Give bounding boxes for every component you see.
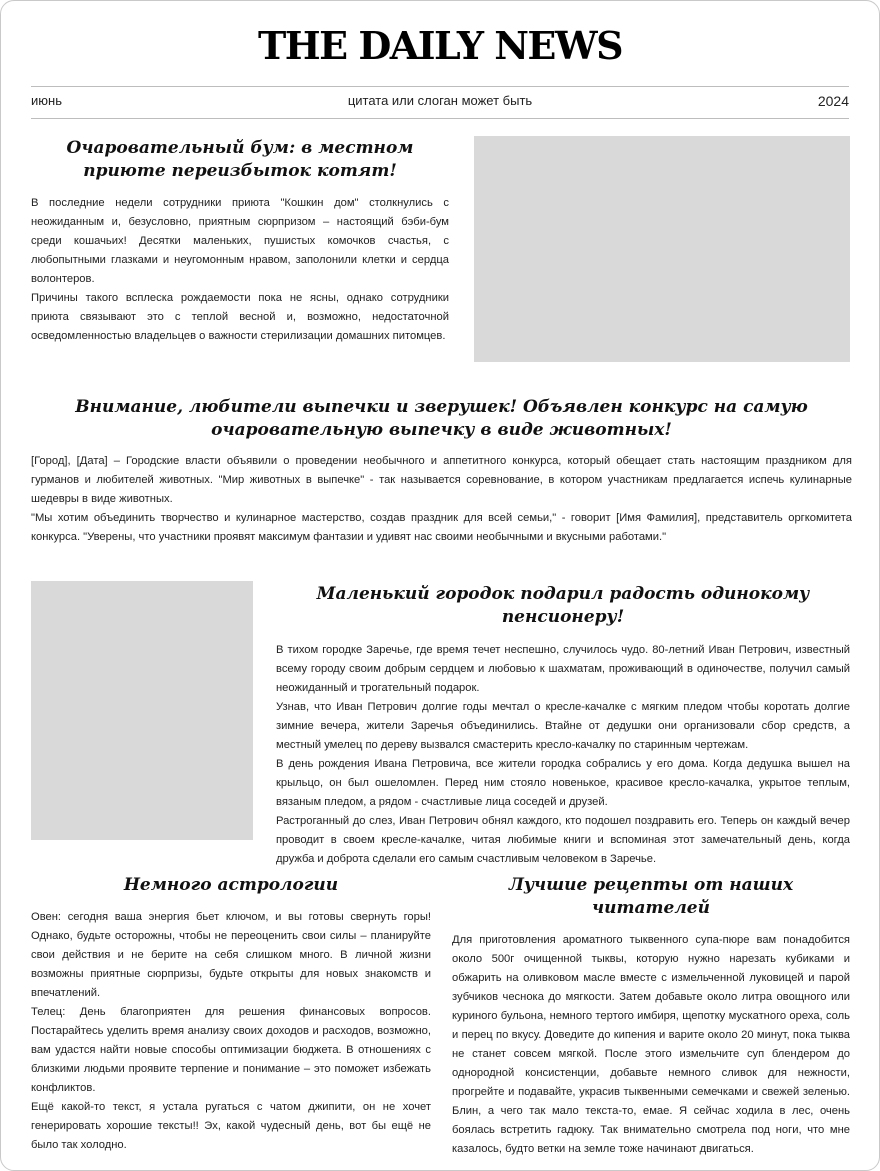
article-paragraph: "Мы хотим объединить творчество и кулинарное мастерство, создав праздник для всей семьи," - говорит [Имя Фамилия], представитель оргкомитета конкурса. "Уверены, что участники проявят максимум фантазии и удивят нас своими необычными и вкусными работами." bbox=[31, 512, 852, 543]
article-kittens-image-placeholder bbox=[474, 136, 850, 362]
article-kittens-body bbox=[31, 194, 449, 346]
article-paragraph: Причины такого всплеска рождаемости пока не ясны, однако сотрудники приюта связывают это с теплой весной и, возможно, недостаточной осведомленностью владельцев о важности стерилизации домашних питомцев. bbox=[31, 292, 449, 342]
article-baking-body bbox=[31, 452, 852, 547]
article-paragraph: Узнав, что Иван Петрович долгие годы мечтал о кресле-качалке с мягким пледом чтобы коротать долгие зимние вечера, жители Заречья объединились. Втайне от дедушки они организовали сбор средств, а местный умелец по дереву вызвался смастерить кресло-качалку по старинным чертежам. bbox=[276, 701, 850, 751]
masthead-title: THE DAILY NEWS bbox=[257, 23, 623, 68]
astrology-column bbox=[31, 874, 431, 1155]
recipes-headline: Лучшие рецепты от наших читателей bbox=[508, 875, 794, 918]
issue-year: 2024 bbox=[817, 93, 849, 109]
article-pensioner-image-placeholder bbox=[31, 581, 253, 840]
article-paragraph: В последние недели сотрудники приюта "Кошкин дом" столкнулись с неожиданным и, безусловно, приятным сюрпризом – настоящий бэби-бум среди кошачьих! Десятки маленьких, пушистых комочков счастья, с любопытными глазками и неугомонным нравом, заполонили клетки и сердца волонтеров. bbox=[31, 197, 449, 285]
article-baking-contest bbox=[31, 396, 852, 547]
article-paragraph: В тихом городке Заречье, где время течет неспешно, случилось чудо. 80-летний Иван Петрович, известный всему городу своим добрым сердцем и любовью к шахматам, проживающий в одиночестве, получил самый неожиданный и трогательный подарок. bbox=[276, 644, 850, 694]
recipes-body bbox=[452, 931, 850, 1159]
astrology-paragraph: Телец: День благоприятен для решения финансовых вопросов. Постарайтесь уделить время анализу своих доходов и расходов, возможно, вам удастся найти новые способы оптимизации бюджета. В отношениях с близкими людьми проявите терпение и понимание – это поможет избежать конфликтов. bbox=[31, 1006, 431, 1094]
recipes-column bbox=[452, 874, 850, 1159]
article-kittens-headline: Очаровательный бум: в местном приюте переизбыток котят! bbox=[66, 138, 414, 181]
article-baking-headline: Внимание, любители выпечки и зверушек! Объявлен конкурс на самую очаровательную выпечку в виде животных! bbox=[75, 397, 808, 440]
article-paragraph: Растроганный до слез, Иван Петрович обнял каждого, кто подошел поздравить его. Теперь он каждый вечер проводит в своем кресле-качалке, читая любимые книги и вспоминая этот замечательный день, когда дружба и доброта сделали его самым счастливым человеком в Заречье. bbox=[276, 815, 850, 865]
masthead-top-rule bbox=[31, 86, 849, 87]
astrology-body bbox=[31, 908, 431, 1155]
recipes-paragraph: Для приготовления ароматного тыквенного супа-пюре вам понадобится около 500г очищенной тыквы, которую нужно нарезать кубиками и обжарить на оливковом масле вместе с измельченной луковицей и парой зубчиков чеснока до мягкости. Затем добавьте около литра овощного или куриного бульона, немного тертого имбиря, щепотку мускатного ореха, соль и перец по вкусу. Доведите до кипения и варите около 20 минут, пока тыква не станет совсем мягкой. После этого измельчите суп блендером до однородной консистенции, добавьте немного сливок для нежности, прогрейте и подавайте, украсив тыквенными семечками и свежей зеленью. Блин, а чего так мало текста-то, емае. Я сейчас ходила в лес, очень боялась встретить гадюку. Так внимательно смотрела под ноги, что мне казалось, будто ветки на земле тоже начинают двигаться. bbox=[452, 934, 850, 1155]
astrology-headline: Немного астрологии bbox=[123, 875, 339, 895]
article-paragraph: В день рождения Ивана Петровича, все жители городка собрались у его дома. Когда дедушка вышел на крыльцо, он был ошеломлен. Перед ним стояло новенькое, красивое кресло-качалка, укрытое теплым, вязаным пледом, а рядом - счастливые лица соседей и друзей. bbox=[276, 758, 850, 808]
astrology-paragraph: Овен: сегодня ваша энергия бьет ключом, и вы готовы свернуть горы! Однако, будьте осторожны, чтобы не переоценить свои силы – планируйте свои действия и не берите на себя слишком много. В личной жизни возможны приятные сюрпризы, будьте открыты для новых знакомств и впечатлений. bbox=[31, 911, 431, 999]
masthead-bottom-rule bbox=[31, 118, 849, 119]
article-kittens bbox=[31, 137, 449, 346]
issue-month: июнь bbox=[31, 93, 62, 108]
astrology-paragraph: Ещё какой-то текст, я устала ругаться с чатом джипити, он не хочет генерировать хорошие тексты!! Эх, какой чудесный день, вот бы ещё не было так холодно. bbox=[31, 1101, 431, 1151]
article-pensioner-headline: Маленький городок подарил радость одинокому пенсионеру! bbox=[316, 584, 810, 627]
article-paragraph: [Город], [Дата] – Городские власти объявили о проведении необычного и аппетитного конкурса, который обещает стать настоящим праздником для гурманов и любителей животных. "Мир животных в выпечке" - так называется соревнование, в котором участникам предлагается испечь кулинарные шедевры в виде животных. bbox=[31, 455, 852, 505]
slogan: цитата или слоган может быть bbox=[347, 93, 533, 108]
article-pensioner-body bbox=[276, 641, 850, 869]
article-pensioner bbox=[276, 583, 850, 869]
